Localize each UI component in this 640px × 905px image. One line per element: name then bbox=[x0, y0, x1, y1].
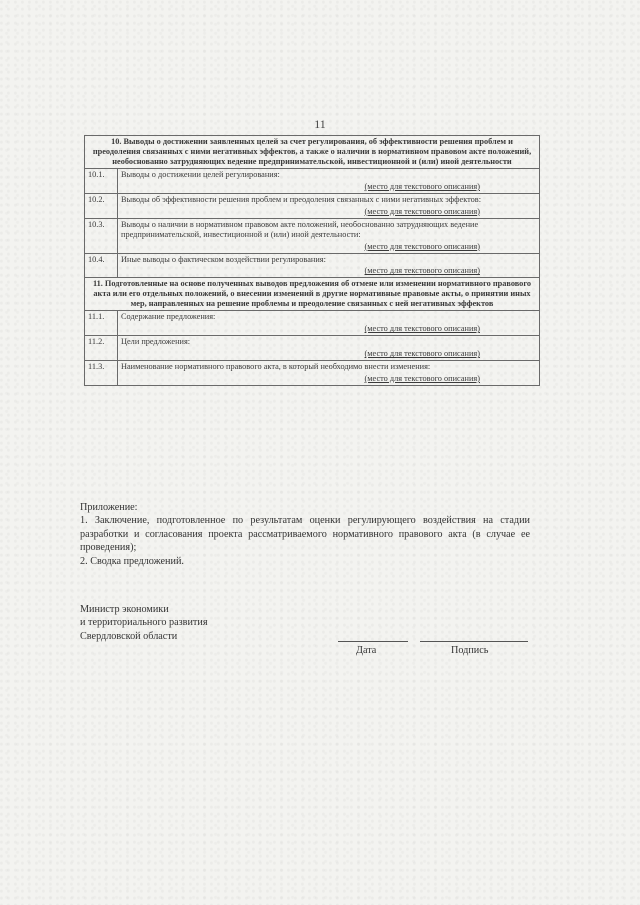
section-10-header bbox=[85, 136, 540, 169]
row-text: Цели предложения: bbox=[121, 337, 191, 347]
table-row bbox=[85, 218, 540, 253]
signatory-block bbox=[80, 603, 208, 643]
row-content bbox=[118, 168, 540, 193]
signatory-line-3: Свердловской области bbox=[80, 630, 178, 642]
row-text: Выводы о наличии в нормативном правовом акте положений, необоснованно затрудняющих ведение предпринимательской, инвестиционной и (или) иной деятельности: bbox=[121, 219, 479, 239]
row-number: 11.3. bbox=[85, 361, 118, 386]
row-number: 11.1. bbox=[85, 311, 118, 336]
row-text: Выводы об эффективности решения проблем и преодоления связанных с ними негативных эффектов: bbox=[121, 194, 482, 204]
row-number: 10.2. bbox=[85, 193, 118, 218]
signature-line bbox=[420, 641, 528, 642]
row-text: Выводы о достижении целей регулирования: bbox=[121, 169, 280, 179]
row-text: Наименование нормативного правового акта, в который необходимо внести изменения: bbox=[121, 362, 431, 372]
appendix-item-1: 1. Заключение, подготовленное по результатам оценки регулирующего воздействия на стадии разработки и согласования проекта рассматриваемого нормативного правового акта (в случае ее проведения); bbox=[80, 515, 530, 554]
appendix-title: Приложение: bbox=[80, 502, 138, 513]
row-content bbox=[118, 336, 540, 361]
row-content bbox=[118, 193, 540, 218]
table-row bbox=[85, 193, 540, 218]
row-number: 11.2. bbox=[85, 336, 118, 361]
row-text: Иные выводы о фактическом воздействии регулирования: bbox=[121, 254, 326, 264]
date-line bbox=[338, 641, 408, 642]
section-10-heading: 10. Выводы о достижении заявленных целей за счет регулирования, об эффективности решения проблем и преодоления связанных с ними негативных эффектов, а также о наличии в нормативном правовом акте положений, необоснованно затрудняющих ведение предпринимательской, инвестиционной и (или) иной деятельности bbox=[85, 136, 540, 169]
text-placeholder: (место для текстового описания) bbox=[364, 349, 480, 359]
signatory-line-1: Министр экономики bbox=[80, 604, 169, 615]
text-placeholder: (место для текстового описания) bbox=[364, 206, 480, 216]
table-row bbox=[85, 168, 540, 193]
evaluation-table bbox=[84, 135, 540, 386]
signature-label: Подпись bbox=[451, 645, 489, 656]
row-content bbox=[118, 253, 540, 278]
row-content bbox=[118, 361, 540, 386]
row-number: 10.4. bbox=[85, 253, 118, 278]
row-content bbox=[118, 311, 540, 336]
date-label: Дата bbox=[356, 645, 377, 656]
signatory-line-2: и территориального развития bbox=[80, 617, 208, 629]
table-row bbox=[85, 311, 540, 336]
table-row bbox=[85, 336, 540, 361]
page-number: 11 bbox=[314, 117, 326, 131]
text-placeholder: (место для текстового описания) bbox=[364, 324, 480, 334]
row-text: Содержание предложения: bbox=[121, 312, 216, 322]
section-11-heading: 11. Подготовленные на основе полученных выводов предложения об отмене или изменении нормативного правового акта или его отдельных положений, о внесении изменений в другие нормативные правовые акты, о принятии иных мер, направленных на решение проблемы и преодоление связанных с ней негативных эффектов bbox=[85, 278, 540, 311]
text-placeholder: (место для текстового описания) bbox=[364, 241, 480, 251]
section-11-header bbox=[85, 278, 540, 311]
row-content bbox=[118, 218, 540, 253]
table-row bbox=[85, 253, 540, 278]
row-number: 10.1. bbox=[85, 168, 118, 193]
text-placeholder: (место для текстового описания) bbox=[364, 266, 480, 276]
text-placeholder: (место для текстового описания) bbox=[364, 181, 480, 191]
text-placeholder: (место для текстового описания) bbox=[364, 374, 480, 384]
table-row bbox=[85, 361, 540, 386]
appendix-block bbox=[80, 501, 530, 568]
row-number: 10.3. bbox=[85, 218, 118, 253]
appendix-item-2: 2. Сводка предложений. bbox=[80, 555, 184, 567]
